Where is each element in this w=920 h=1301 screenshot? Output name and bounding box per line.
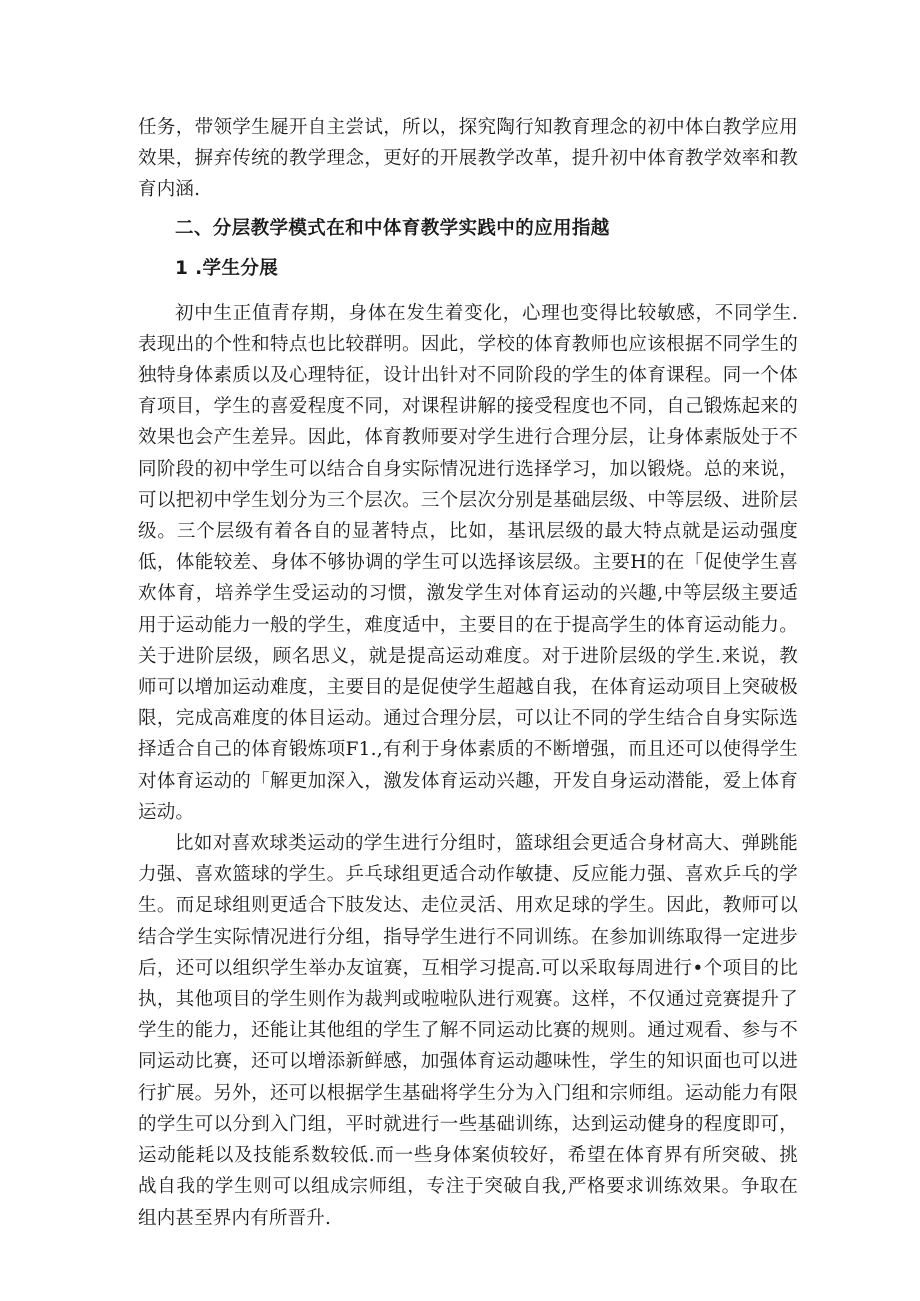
body-paragraph-1: 初中生正值青存期，身体在发生着变化，心理也变得比较敏感，不同学生.表现出的个性和特点也比较群明。因此，学校的体育教师也应该根据不同学生的独特身体素质以及心理特征，设计出针对不同阶段的学生的体育课程。同一个体育项目，学生的喜爱程度不同，对课程讲解的接受程度也不同，自己锻炼起来的效果也会产生差异。因此，体育教师要对学生进行合理分层，让身体素版处于不同阶段的初中学生可以结合自身实际情况进行选择学习，加以锻烧。总的来说，可以把初中学生划分为三个层次。三个层次分别是基础层级、中等层级、进阶层级。三个层级有着各自的显著特点，比如，基讯层级的最大特点就是运动强度低，体能较差、身体不够协调的学生可以选择该层级。主要H的在「促使学生喜欢体育，培养学生受运动的习惯，激发学生对体育运动的兴趣,中等层级主要适用于运动能力一般的学生，难度适中，主要目的在于提高学生的体育运动能力。关于进阶层级，顾名思义，就是提高运动难度。对于进阶层级的学生.来说，教师可以增加运动难度，主要目的是促使学生超越自我，在体育运动项目上突破极限，完成高难度的体目运动。通过合理分层，可以让不同的学生结合自身实际选择适合自己的体育锻炼项F1.,有利于身体素质的不断增强，而且还可以使得学生对体育运动的「解更加深入，激发体育运动兴趣，开发自身运动潜能，爱上体育运动。 xyxy=(138,302,798,823)
section-heading: 二、分层教学模式在和中体育教学实践中的应用指越 xyxy=(175,217,610,239)
body-paragraph-2: 比如对喜欢球类运动的学生进行分组时，篮球组会更适合身材高大、弹跳能力强、喜欢篮球的学生。乒乓球组更适合动作敏捷、反应能力强、喜欢乒乓的学生。而足球组则更适合下肢发达、走位灵活、用欢足球的学生。因此，教师可以结合学生实际情况进行分组，指导学生进行不同训练。在参加训练取得一定进步后，还可以组织学生举办友谊赛，互相学习提高.可以采取每周进行•个项目的比执，其他项目的学生则作为裁判或啦啦队进行观赛。这样，不仅通过竞赛提升了学生的能力，还能让其他组的学生了解不同运动比赛的规则。通过观看、参与不同运动比赛，还可以增添新鲜感，加强体育运动趣味性，学生的知识面也可以进行扩展。另外，还可以根据学生基础将学生分为入门组和宗师组。运动能力有限的学生可以分到入门组，平时就进行一些基础训练，达到运动健身的程度即可，运动能耗以及技能系数较低.而一些身体案侦较好，希望在体育界有所突破、挑战自我的学生则可以组成宗师组，专注于突破自我,严格要求训练效果。争取在组内甚至界内有所晋升. xyxy=(138,833,798,1229)
subsection-heading: 1 .学生分展 xyxy=(175,257,279,279)
intro-paragraph: 任务，带领学生屣开自主尝试，所以，探究陶行知教育理念的初中体白教学应用效果，摒弃传统的教学理念，更好的开展教学改革，提升初中体育教学效率和教育内涵. xyxy=(138,117,798,201)
document-body xyxy=(138,112,798,1234)
